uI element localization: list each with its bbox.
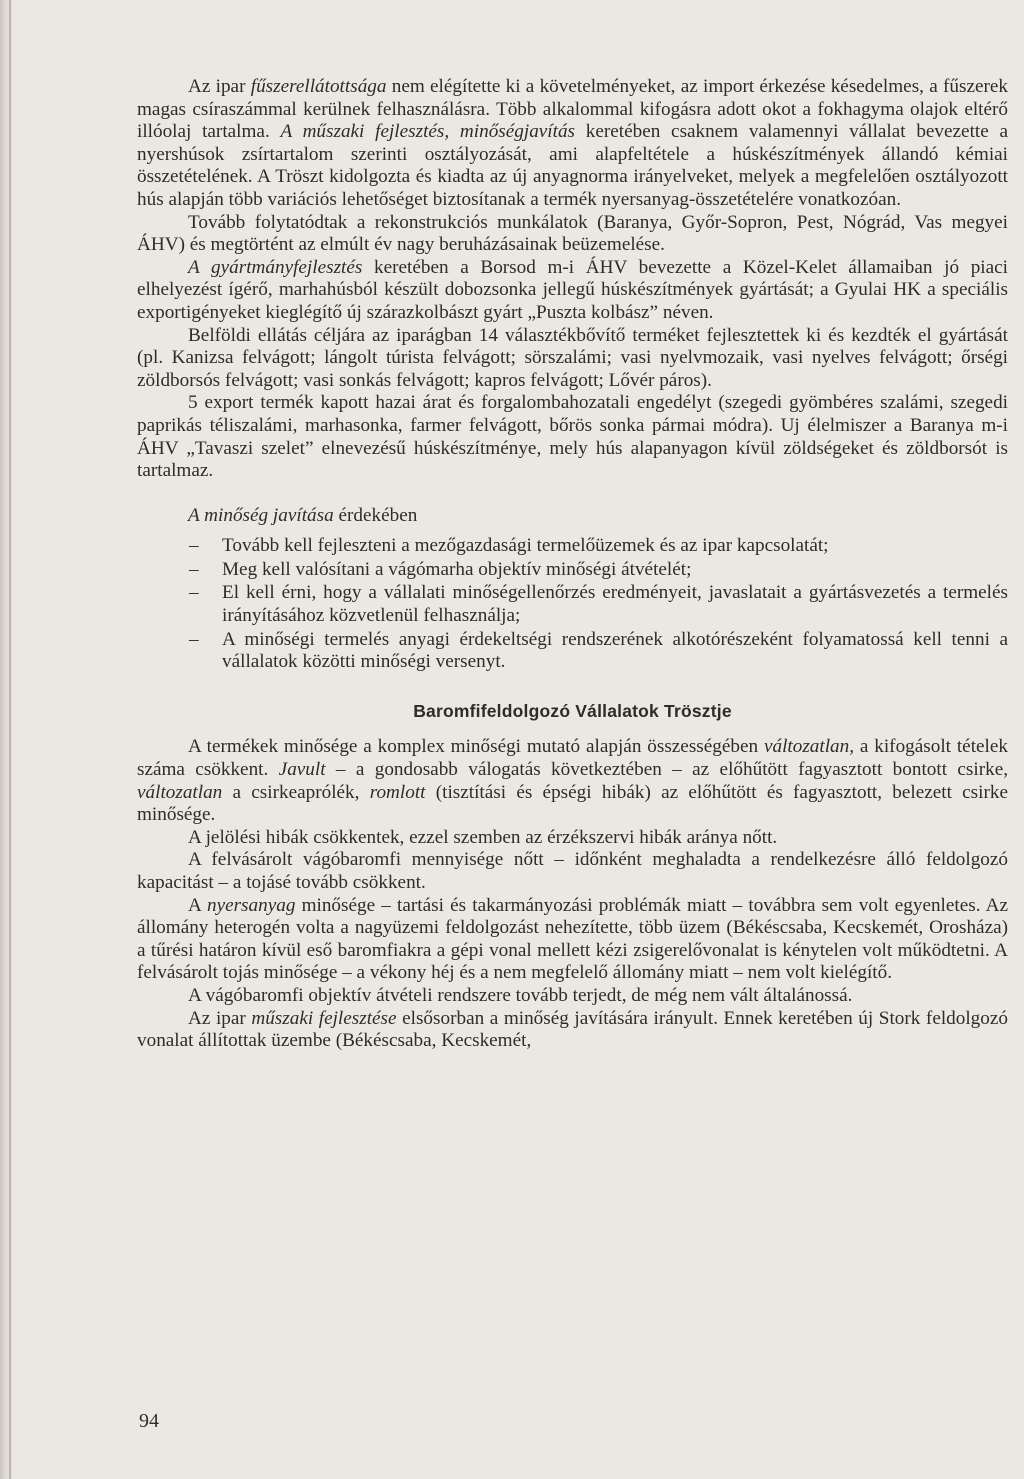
quality-lead-rest: érdekében	[333, 504, 418, 526]
text-run: nem elégítette ki a követelményeket, az import érkezése késedelmes, a fűszerek magas csíraszámmal kerülnek felhasználásra. Több alkalommal kifogásra adott okot a fokhagyma olajok eltérő illóolaj tartalma.	[137, 76, 1008, 143]
italic-emphasis: romlott	[369, 781, 426, 803]
text-run: (tisztítási és épségi hibák) az előhűtött és fagyasztott, belezett csirke minősége.	[137, 781, 1008, 826]
paragraphs-bottom	[137, 736, 1008, 1052]
text-run: keretében a Borsod m-i ÁHV bevezette a Közel-Kelet államaiban jó piaci elhelyezést ígérő, marhahúsból készült dobozsonka jellegű húskészítmények gyártását; a Gyulai HK a speciális exportigényeket kieglégítő új szárazkolbászt gyárt „Puszta kolbász” néven.	[137, 256, 1008, 323]
top-paragraph	[137, 325, 1008, 393]
italic-emphasis: Javult	[278, 759, 326, 781]
text-run: keretében csaknem valamennyi vállalat bevezette a nyershúsok zsírtartalom szerinti osztályozását, ami alapfeltétele a húskészítmények állandó kémiai összetételének. A Tröszt kidolgozta és kiadta az új anyagnorma irányelveket, melyek a megfelelően osztályozott hús alapján több variációs lehetőséget biztosítanak a termék nyersanyag-összetételére vonatkozóan.	[137, 121, 1008, 210]
top-paragraph	[137, 76, 1008, 212]
list-item-text: Tovább kell fejleszteni a mezőgazdasági termelőüzemek és az ipar kapcsolatát;	[222, 535, 829, 557]
text-run: elsősorban a minőség javítására irányult. Ennek keretében új Stork feldolgozó vonalat állítottak üzembe (Békéscsaba, Kecskemét,	[137, 1007, 1008, 1052]
bottom-paragraph	[137, 827, 1008, 850]
list-item	[137, 559, 1008, 582]
document-body	[137, 76, 1008, 1053]
top-paragraph	[137, 212, 1008, 257]
paragraphs-top	[137, 76, 1008, 483]
top-paragraph	[137, 392, 1008, 482]
italic-emphasis: A gyártmányfejlesztés	[188, 256, 363, 278]
text-run: A	[188, 894, 207, 916]
text-run: Az ipar	[188, 1007, 252, 1029]
text-run: A vágóbaromfi objektív átvételi rendszere tovább terjedt, de még nem vált általánossá.	[188, 984, 853, 1006]
dash-bullet: –	[189, 558, 199, 580]
italic-emphasis: változatlan	[137, 781, 223, 803]
text-run: minősége – tartási és takarmányozási problémák miatt – továbbra sem volt egyenletes. Az állomány heterogén volta a nagyüzemi feldolgozást nehezítette, több üzem (Békéscsaba, Kecskemét, Orosháza) a tűrési határon kívül eső baromfiakra a gépi vonal mellett kézi zsigerelővonalat is kénytelen volt működtetni. A felvásárolt tojás minősége – a vékony héj és a nem megfelelő állomány miatt – nem volt kielégítő.	[137, 894, 1008, 984]
italic-emphasis: A műszaki fejlesztés, minőségjavítás	[280, 121, 576, 143]
dash-bullet: –	[189, 535, 199, 557]
dash-bullet: –	[189, 582, 199, 604]
text-run: Tovább folytatódtak a rekonstrukciós munkálatok (Baranya, Győr-Sopron, Pest, Nógrád, Vas megyei ÁHV) és megtörtént az elmúlt év nagy beruházásainak beüzemelése.	[137, 211, 1008, 256]
list-item-text: Meg kell valósítani a vágómarha objektív minőségi átvételét;	[222, 558, 692, 580]
quality-requirements-list	[137, 535, 1008, 674]
page-binding-line	[9, 0, 11, 1479]
text-run: a kifogásolt tételek száma csökkent.	[137, 736, 1008, 781]
text-run: Az ipar	[188, 76, 251, 97]
text-run: 5 export termék kapott hazai árat és forgalombahozatali engedélyt (szegedi gyömbéres szalámi, szegedi paprikás téliszalámi, marhasonka, farmer felvágott, bőrös sonka pármai módra). Uj élelmiszer a Baranya m-i ÁHV „Tavaszi szelet” elnevezésű húskészítménye, mely hús alapanyagon kívül zöldségeket és zöldborsót is tartalmaz.	[137, 392, 1008, 482]
bottom-paragraph	[137, 895, 1008, 985]
text-run: Belföldi ellátás céljára az iparágban 14 választékbővítő terméket fejlesztettek ki és kezdték el gyártását (pl. Kanizsa felvágott; lángolt túrista felvágott; sörszalámi; vasi nyelvmozaik, vasi nyelves felvágott; őrségi zöldborsós felvágott; vasi sonkás felvágott; kapros felvágott; Lővér páros).	[137, 324, 1008, 391]
bottom-paragraph	[137, 849, 1008, 894]
italic-emphasis: fűszerellátottsága	[250, 76, 387, 97]
list-item	[137, 629, 1008, 674]
text-run: a csirkeaprólék,	[222, 781, 370, 803]
page-binding-edge	[0, 0, 14, 1479]
quality-lead	[188, 505, 1008, 528]
list-item-text: A minőségi termelés anyagi érdekeltségi rendszerének alkotórészeként folyamatossá kell tenni a vállalatok közötti minőségi versenyt.	[222, 628, 1008, 673]
italic-emphasis: változatlan,	[763, 736, 855, 758]
italic-emphasis: nyersanyag	[206, 894, 296, 916]
text-run: – a gondosabb válogatás következtében – az előhűtött fagyasztott bontott csirke,	[325, 759, 1009, 781]
bottom-paragraph	[137, 985, 1008, 1008]
text-run: A felvásárolt vágóbaromfi mennyisége nőtt – időnként meghaladta a rendelkezésre álló feldolgozó kapacitást – a tojásé tovább csökkent.	[137, 849, 1008, 893]
list-item	[137, 535, 1008, 558]
italic-emphasis: műszaki fejlesztése	[251, 1007, 397, 1029]
top-paragraph	[137, 257, 1008, 325]
bottom-paragraph	[137, 736, 1008, 826]
quality-lead-italic: A minőség javítása	[188, 504, 334, 526]
section-heading: Baromfifeldolgozó Vállalatok Trösztje	[413, 700, 732, 721]
list-item-text: El kell érni, hogy a vállalati minőségellenőrzés eredményeit, javaslatait a gyártásvezetés a termelés irányításához közvetlenül felhasználja;	[222, 582, 1008, 627]
page-number: 94	[139, 1410, 159, 1432]
bottom-paragraph	[137, 1008, 1008, 1053]
text-run: A jelölési hibák csökkentek, ezzel szemben az érzékszervi hibák aránya nőtt.	[188, 826, 778, 848]
list-item	[137, 582, 1008, 627]
text-run: A termékek minősége a komplex minőségi mutató alapján összességében	[188, 736, 764, 758]
dash-bullet: –	[189, 628, 199, 650]
